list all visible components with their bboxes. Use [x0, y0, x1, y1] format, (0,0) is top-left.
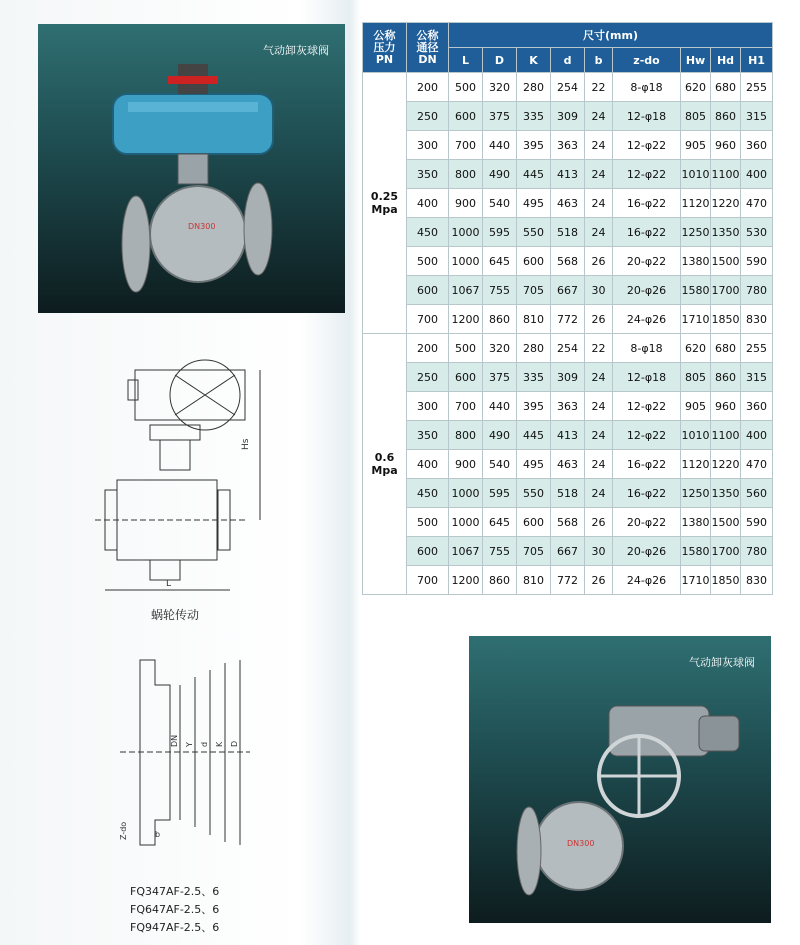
dn-cell: 700 [407, 566, 449, 595]
dimension-cell: 620 [681, 334, 711, 363]
worm-gear-drawing [90, 350, 290, 600]
hs-label: Hs [241, 438, 251, 450]
column-header: d [551, 48, 585, 73]
dimension-cell: 500 [449, 73, 483, 102]
dimension-cell: 1580 [681, 537, 711, 566]
dimension-cell: 645 [483, 508, 517, 537]
dn-cell: 400 [407, 189, 449, 218]
dimension-cell: 540 [483, 189, 517, 218]
dimension-cell: 1220 [711, 450, 741, 479]
table-row [363, 305, 773, 334]
dimension-cell: 1250 [681, 479, 711, 508]
column-header: K [517, 48, 551, 73]
column-header: L [449, 48, 483, 73]
stem-housing [160, 440, 190, 470]
dimension-cell: 413 [551, 160, 585, 189]
dimension-cell: 645 [483, 247, 517, 276]
dimension-cell: 20-φ26 [613, 276, 681, 305]
dimension-cell: 705 [517, 537, 551, 566]
table-row [363, 566, 773, 595]
dimension-cell: 8-φ18 [613, 73, 681, 102]
dimension-cell: 1350 [711, 479, 741, 508]
dimension-cell: 490 [483, 160, 517, 189]
dimension-cell: 315 [741, 102, 773, 131]
dimension-cell: 255 [741, 334, 773, 363]
dimension-cell: 463 [551, 189, 585, 218]
photo-caption: 气动卸灰球阀 [263, 44, 329, 57]
dim-label-y: Y [185, 742, 194, 747]
ball-body [150, 186, 246, 282]
dimension-cell: 413 [551, 421, 585, 450]
dimension-cell: 860 [483, 305, 517, 334]
dimension-cell: 518 [551, 218, 585, 247]
dimension-cell: 440 [483, 131, 517, 160]
dimension-cell: 960 [711, 131, 741, 160]
dim-label-k: K [215, 741, 224, 747]
dimension-cell: 309 [551, 363, 585, 392]
dimension-cell: 20-φ22 [613, 508, 681, 537]
dimension-cell: 1010 [681, 421, 711, 450]
dimension-cell: 805 [681, 102, 711, 131]
dimension-cell: 255 [741, 73, 773, 102]
pneumatic-valve-illustration [38, 24, 345, 313]
table-row [363, 189, 773, 218]
dimension-cell: 1850 [711, 305, 741, 334]
dimension-cell: 1350 [711, 218, 741, 247]
dimension-cell: 470 [741, 189, 773, 218]
yoke [178, 154, 208, 184]
dimension-cell: 772 [551, 566, 585, 595]
dimension-cell: 1710 [681, 305, 711, 334]
dimension-cell: 22 [585, 73, 613, 102]
dn-cell: 700 [407, 305, 449, 334]
pressure-label: 0.6 Mpa [371, 451, 398, 477]
dimension-cell: 905 [681, 131, 711, 160]
dn-header-label: 公称 通径 DN [416, 28, 439, 66]
dimension-cell: 16-φ22 [613, 450, 681, 479]
flange-section-drawing [100, 655, 260, 850]
dimension-cell: 810 [517, 305, 551, 334]
dimension-cell: 16-φ22 [613, 218, 681, 247]
dimension-cell: 860 [711, 102, 741, 131]
dimension-cell: 860 [483, 566, 517, 595]
worm-gear-technical-drawing [90, 350, 290, 600]
dimension-cell: 26 [585, 508, 613, 537]
table-row [363, 276, 773, 305]
dimension-cell: 600 [449, 363, 483, 392]
dimension-cell: 24 [585, 160, 613, 189]
flange-left [517, 807, 541, 895]
electric-actuator [609, 706, 709, 756]
dimension-cell: 1000 [449, 218, 483, 247]
dimension-cell: 24 [585, 450, 613, 479]
dimension-cell: 1700 [711, 276, 741, 305]
dimension-cell: 315 [741, 363, 773, 392]
pressure-label: 0.25 Mpa [370, 190, 399, 216]
dimension-cell: 1200 [449, 566, 483, 595]
l-label: L [166, 579, 172, 589]
table-row [363, 537, 773, 566]
dimension-cell: 780 [741, 537, 773, 566]
pressure-cell [363, 334, 407, 595]
dimension-cell: 800 [449, 421, 483, 450]
dimension-cell: 12-φ22 [613, 392, 681, 421]
dimension-cell: 445 [517, 421, 551, 450]
dimension-cell: 1120 [681, 189, 711, 218]
dimension-cell: 26 [585, 247, 613, 276]
dimension-cell: 1850 [711, 566, 741, 595]
dimension-cell: 463 [551, 450, 585, 479]
pneumatic-valve-photo [38, 24, 345, 313]
dimension-cell: 700 [449, 131, 483, 160]
dimension-cell: 320 [483, 73, 517, 102]
dim-label-dn: DN [170, 734, 179, 747]
dimension-cell: 830 [741, 305, 773, 334]
dimension-cell: 900 [449, 450, 483, 479]
dimension-cell: 600 [517, 508, 551, 537]
dimension-cell: 24 [585, 102, 613, 131]
dimension-cell: 1380 [681, 247, 711, 276]
dimension-cell: 1250 [681, 218, 711, 247]
dimension-cell: 500 [449, 334, 483, 363]
dimension-cell: 375 [483, 363, 517, 392]
dimension-cell: 1010 [681, 160, 711, 189]
dimension-cell: 495 [517, 189, 551, 218]
dn-cell: 250 [407, 363, 449, 392]
dimension-cell: 1000 [449, 479, 483, 508]
dimension-cell: 518 [551, 479, 585, 508]
spec-table-header [363, 23, 773, 73]
dimension-cell: 905 [681, 392, 711, 421]
dimension-cell: 24-φ26 [613, 305, 681, 334]
dimension-cell: 280 [517, 73, 551, 102]
dimension-cell: 20-φ22 [613, 247, 681, 276]
dimension-cell: 395 [517, 131, 551, 160]
dimension-cell: 309 [551, 102, 585, 131]
dimension-cell: 700 [449, 392, 483, 421]
model-item: FQ647AF-2.5、6 [130, 903, 220, 916]
dimension-cell: 400 [741, 421, 773, 450]
dimension-cell: 30 [585, 537, 613, 566]
dimension-cell: 667 [551, 276, 585, 305]
dimension-cell: 335 [517, 102, 551, 131]
table-row [363, 73, 773, 102]
dimension-cell: 12-φ18 [613, 102, 681, 131]
dimension-cell: 26 [585, 566, 613, 595]
dim-label-outer-d: D [230, 740, 239, 747]
dimension-cell: 24 [585, 218, 613, 247]
dimension-cell: 805 [681, 363, 711, 392]
dimension-cell: 1700 [711, 537, 741, 566]
dimension-cell: 800 [449, 160, 483, 189]
pn-header [363, 23, 407, 73]
dimension-cell: 1120 [681, 450, 711, 479]
photo-caption: 气动卸灰球阀 [689, 656, 755, 669]
dn-cell: 300 [407, 392, 449, 421]
dimension-cell: 400 [741, 160, 773, 189]
table-row [363, 450, 773, 479]
flange-right [244, 183, 272, 275]
dimension-cell: 755 [483, 537, 517, 566]
dimension-cell: 26 [585, 305, 613, 334]
dimension-cell: 470 [741, 450, 773, 479]
table-row [363, 363, 773, 392]
dimension-cell: 1500 [711, 247, 741, 276]
column-header: D [483, 48, 517, 73]
dimension-cell: 667 [551, 537, 585, 566]
table-row [363, 334, 773, 363]
dimension-cell: 1500 [711, 508, 741, 537]
dimension-cell: 1580 [681, 276, 711, 305]
column-header: b [585, 48, 613, 73]
dimension-cell: 568 [551, 247, 585, 276]
dimension-cell: 30 [585, 276, 613, 305]
dimension-cell: 24-φ26 [613, 566, 681, 595]
dimension-cell: 375 [483, 102, 517, 131]
dimension-cell: 780 [741, 276, 773, 305]
table-row [363, 421, 773, 450]
dimension-cell: 20-φ26 [613, 537, 681, 566]
dn-cell: 600 [407, 276, 449, 305]
dimension-cell: 24 [585, 421, 613, 450]
dimension-cell: 590 [741, 247, 773, 276]
dimension-cell: 860 [711, 363, 741, 392]
dimension-cell: 24 [585, 363, 613, 392]
dimension-cell: 595 [483, 218, 517, 247]
dimension-cell: 960 [711, 392, 741, 421]
dimension-cell: 22 [585, 334, 613, 363]
dimension-cell: 705 [517, 276, 551, 305]
electric-valve-photo [469, 636, 771, 923]
dimension-cell: 600 [449, 102, 483, 131]
flange-technical-drawing [100, 655, 260, 850]
model-item: FQ947AF-2.5、6 [130, 921, 220, 934]
column-header: z-do [613, 48, 681, 73]
dimension-cell: 1100 [711, 421, 741, 450]
table-row [363, 218, 773, 247]
dimension-cell: 560 [741, 479, 773, 508]
dn-cell: 350 [407, 421, 449, 450]
table-row [363, 131, 773, 160]
dimension-cell: 1380 [681, 508, 711, 537]
spec-table [362, 22, 773, 595]
dim-label-d: d [200, 741, 209, 747]
dimension-cell: 1220 [711, 189, 741, 218]
dn-cell: 450 [407, 479, 449, 508]
table-row [363, 247, 773, 276]
actuator-highlight [128, 102, 258, 112]
dimension-cell: 1710 [681, 566, 711, 595]
gearbox [135, 370, 245, 420]
worm-gear-caption: 蜗轮传动 [150, 608, 199, 622]
dimension-cell: 490 [483, 421, 517, 450]
dn-marking: DN300 [567, 839, 595, 848]
dim-label-b: b [155, 830, 161, 839]
dimension-cell: 335 [517, 363, 551, 392]
dimension-header: 尺寸(mm) [449, 23, 773, 48]
dimension-cell: 280 [517, 334, 551, 363]
dimension-cell: 810 [517, 566, 551, 595]
dimension-cell: 440 [483, 392, 517, 421]
dimension-cell: 772 [551, 305, 585, 334]
dimension-cell: 568 [551, 508, 585, 537]
electric-valve-illustration [469, 636, 771, 923]
dn-header [407, 23, 449, 73]
gear-input [128, 380, 138, 400]
dimension-cell: 1067 [449, 276, 483, 305]
dn-cell: 500 [407, 508, 449, 537]
dimension-cell: 1000 [449, 508, 483, 537]
dimension-cell: 830 [741, 566, 773, 595]
pn-header-label: 公称 压力 PN [373, 28, 396, 66]
dimension-cell: 24 [585, 479, 613, 508]
dimension-cell: 12-φ22 [613, 160, 681, 189]
table-row [363, 479, 773, 508]
pressure-cell [363, 73, 407, 334]
dimension-cell: 590 [741, 508, 773, 537]
dn-cell: 250 [407, 102, 449, 131]
dimension-cell: 395 [517, 392, 551, 421]
table-row [363, 102, 773, 131]
dimension-cell: 540 [483, 450, 517, 479]
dimension-cell: 363 [551, 131, 585, 160]
dimension-cell: 363 [551, 392, 585, 421]
dim-label-zdo: Z-do [119, 821, 128, 840]
dimension-cell: 1200 [449, 305, 483, 334]
dn-cell: 300 [407, 131, 449, 160]
dn-cell: 200 [407, 334, 449, 363]
dimension-cell: 600 [517, 247, 551, 276]
dimension-cell: 254 [551, 334, 585, 363]
dimension-cell: 16-φ22 [613, 189, 681, 218]
dn-cell: 200 [407, 73, 449, 102]
model-item: FQ347AF-2.5、6 [130, 885, 220, 898]
flange-left [122, 196, 150, 292]
dimension-cell: 755 [483, 276, 517, 305]
dimension-cell: 445 [517, 160, 551, 189]
dimension-cell: 530 [741, 218, 773, 247]
dimension-cell: 8-φ18 [613, 334, 681, 363]
dimension-cell: 360 [741, 392, 773, 421]
dimension-cell: 900 [449, 189, 483, 218]
dimension-cell: 360 [741, 131, 773, 160]
dimension-cell: 12-φ18 [613, 363, 681, 392]
dimension-cell: 254 [551, 73, 585, 102]
discharge-outlet [150, 560, 180, 580]
column-header: H1 [741, 48, 773, 73]
dn-cell: 600 [407, 537, 449, 566]
dimension-cell: 550 [517, 479, 551, 508]
solenoid-bar [168, 76, 218, 84]
column-header: Hd [711, 48, 741, 73]
motor-housing [699, 716, 739, 751]
dn-cell: 500 [407, 247, 449, 276]
dimension-cell: 24 [585, 392, 613, 421]
dn-marking: DN300 [188, 222, 216, 231]
dimension-cell: 12-φ22 [613, 131, 681, 160]
dn-cell: 400 [407, 450, 449, 479]
dimension-cell: 495 [517, 450, 551, 479]
dn-cell: 450 [407, 218, 449, 247]
dimension-cell: 320 [483, 334, 517, 363]
dimension-cell: 1100 [711, 160, 741, 189]
dimension-cell: 1000 [449, 247, 483, 276]
dimension-cell: 680 [711, 73, 741, 102]
dn-cell: 350 [407, 160, 449, 189]
dimension-cell: 24 [585, 131, 613, 160]
dimension-cell: 550 [517, 218, 551, 247]
dimension-cell: 620 [681, 73, 711, 102]
dimension-cell: 16-φ22 [613, 479, 681, 508]
dimension-cell: 595 [483, 479, 517, 508]
table-row [363, 508, 773, 537]
column-header: Hw [681, 48, 711, 73]
table-row [363, 392, 773, 421]
dimension-cell: 12-φ22 [613, 421, 681, 450]
dimension-cell: 1067 [449, 537, 483, 566]
dimension-cell: 680 [711, 334, 741, 363]
model-list [130, 883, 219, 937]
dimension-cell: 24 [585, 189, 613, 218]
spec-table-body [363, 73, 773, 595]
table-row [363, 160, 773, 189]
